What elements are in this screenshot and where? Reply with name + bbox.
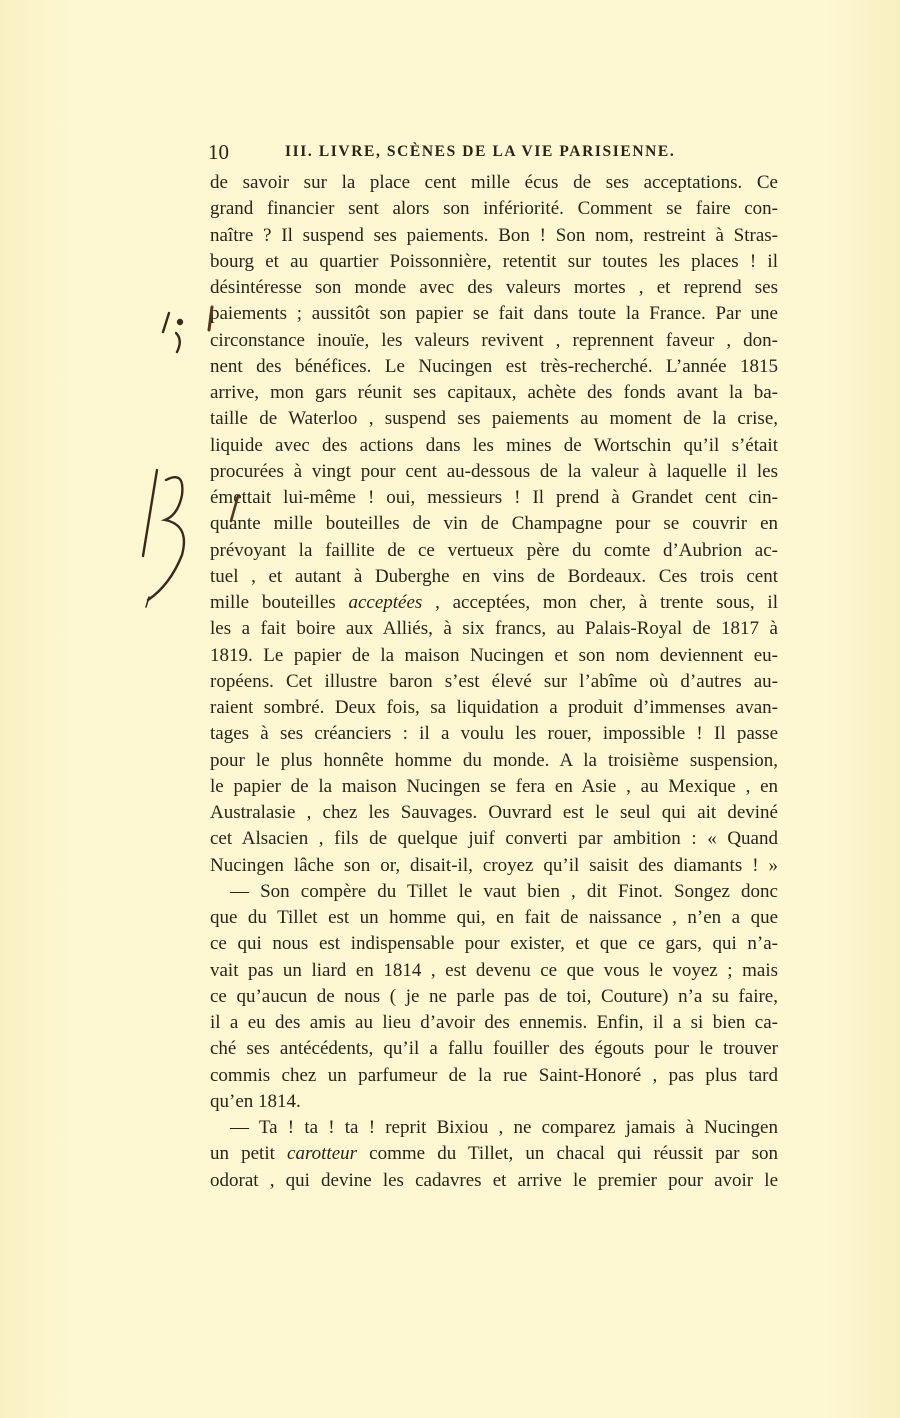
text-line: nent des bénéfices. Le Nucingen est très-recherché. L’année 1815 (210, 355, 778, 377)
text-line: arrive, mon gars réunit ses capitaux, achète des fonds avant la ba- (210, 382, 778, 403)
text-line: ché ses antécédents, qu’il a fallu fouiller des égouts pour le trouver (210, 1038, 778, 1060)
text-line: raient sombré. Deux fois, sa liquidation a produit d’immenses avan- (210, 697, 778, 718)
text-line: il a eu des amis au lieu d’avoir des ennemis. Enfin, il a si bien ca- (210, 1012, 778, 1033)
text-line: tuel , et autant à Duberghe en vins de Bordeaux. Ces trois cent (210, 565, 778, 587)
text-line: liquide avec des actions dans les mines de Wortschin qu’il s’était (210, 434, 778, 456)
pencil-paren (176, 333, 180, 352)
text-line: procurées à vingt pour cent au-dessous de la valeur à laquelle il les (210, 460, 778, 482)
text-line: Australasie , chez les Sauvages. Ouvrard est le seul qui ait deviné (210, 802, 778, 823)
text-line: ce qu’aucun de nous ( je ne parle pas de toi, Couture) n’a su faire, (210, 985, 778, 1007)
text-segment: comme du Tillet, un chacal qui réussit par son (357, 1143, 778, 1165)
text-line: circonstance inouïe, les valeurs revivent , reprennent faveur , don- (210, 329, 778, 351)
pencil-digit-1 (143, 470, 157, 556)
text-line: pour le plus honnête homme du monde. A la troisième suspension, (210, 749, 778, 771)
text-segment: mille bouteilles (210, 592, 349, 613)
text-line: bourg et au quartier Poissonnière, retentit sur toutes les places ! il (210, 250, 778, 272)
pencil-dot (178, 320, 182, 324)
text-line: commis chez un parfumeur de la rue Saint-Honoré , pas plus tard (210, 1064, 778, 1086)
text-line: — Ta ! ta ! ta ! reprit Bixiou , ne comparez jamais à Nucingen (230, 1117, 778, 1138)
text-line: quante mille bouteilles de vin de Champagne pour se couvrir en (210, 513, 778, 535)
text-line: grand financier sent alors son infériorité. Comment se faire con- (210, 198, 778, 220)
text-line: ce qui nous est indispensable pour exister, et que ce gars, qui n’a- (210, 933, 778, 955)
text-line: qu’en 1814. (210, 1090, 301, 1112)
running-title: III. LIVRE, SCÈNES DE LA VIE PARISIENNE. (285, 143, 676, 160)
text-line: les a fait boire aux Alliés, à six francs, au Palais-Royal de 1817 à (210, 618, 778, 640)
text-segment: , acceptées, mon cher, à trente sous, il (422, 592, 778, 613)
text-line: 1819. Le papier de la maison Nucingen et son nom deviennent eu- (210, 644, 778, 666)
text-line: vait pas un liard en 1814 , est devenu ce que vous le voyez ; mais (210, 959, 778, 981)
text-line: que du Tillet est un homme qui, en fait de naissance , n’en a que (210, 907, 778, 928)
text-line: le papier de la maison Nucingen se fera en Asie , au Mexique , en (210, 775, 778, 797)
text-line: ropéens. Cet illustre baron s’est élevé sur l’abîme où d’autres au- (210, 670, 778, 692)
text-line: taille de Waterloo , suspend ses paiements au moment de la crise, (210, 408, 778, 430)
text-line: cet Alsacien , fils de quelque juif converti par ambition : « Quand (210, 828, 778, 850)
text-line: tages à ses créanciers : il a voulu les rouer, impossible ! Il passe (210, 723, 778, 745)
text-line: Nucingen lâche son or, disait-il, croyez qu’il saisit des diamants ! » (210, 854, 778, 876)
text-line: odorat , qui devine les cadavres et arrive le premier pour avoir le (210, 1169, 778, 1191)
text-line: de savoir sur la place cent mille écus de ses acceptations. Ce (210, 172, 778, 193)
text-line: paiements ; aussitôt son papier se fait dans toute la France. Par une (210, 303, 778, 325)
text-line: naître ? Il suspend ses paiements. Bon ! Son nom, restreint à Stras- (210, 224, 778, 246)
page-number: 10 (208, 140, 229, 164)
pencil-mark-one (163, 313, 169, 332)
text-line: émettait lui-même ! oui, messieurs ! Il prend à Grandet cent cin- (210, 487, 778, 508)
italic-text: acceptées (348, 592, 423, 613)
text-line: — Son compère du Tillet le vaut bien , dit Finot. Songez donc (230, 880, 778, 902)
italic-text: carotteur (287, 1143, 358, 1165)
text-segment: un petit (210, 1143, 288, 1165)
text-line: désintéresse son monde avec des valeurs mortes , et reprend ses (210, 277, 778, 298)
text-line: prévoyant la faillite de ce vertueux père du comte d’Aubrion ac- (210, 539, 778, 561)
